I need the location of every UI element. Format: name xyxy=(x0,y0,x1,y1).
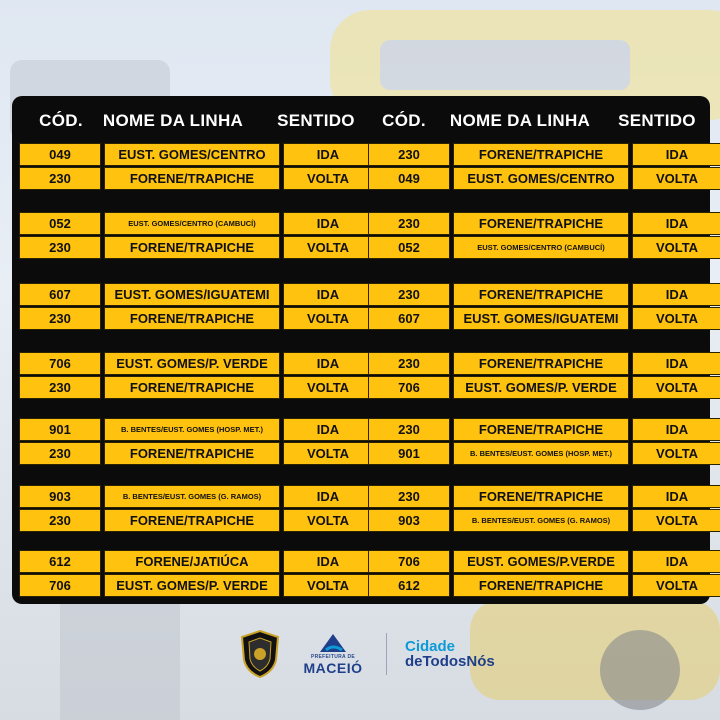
route-code: 230 xyxy=(19,442,101,465)
route-name: EUST. GOMES/CENTRO (CAMBUCÍ) xyxy=(453,236,629,259)
route-name: FORENE/TRAPICHE xyxy=(104,236,280,259)
route-name: EUST. GOMES/CENTRO xyxy=(104,143,280,166)
route-direction: IDA xyxy=(283,143,373,166)
route-row xyxy=(19,167,373,190)
header-code-left: CÓD. xyxy=(39,111,83,130)
route-direction: IDA xyxy=(283,283,373,306)
route-name: B. BENTES/EUST. GOMES (HOSP. MET.) xyxy=(453,442,629,465)
route-row xyxy=(19,283,373,306)
route-row xyxy=(19,236,373,259)
route-row xyxy=(368,167,720,190)
prefeitura-maceio-logo xyxy=(298,632,368,676)
route-direction: IDA xyxy=(632,418,720,441)
route-row xyxy=(19,509,373,532)
route-row xyxy=(368,307,720,330)
route-code: 903 xyxy=(19,485,101,508)
footer-divider xyxy=(386,633,387,675)
route-row xyxy=(368,550,720,573)
route-direction: IDA xyxy=(283,212,373,235)
route-direction: VOLTA xyxy=(283,442,373,465)
route-direction: IDA xyxy=(632,485,720,508)
route-direction: IDA xyxy=(632,283,720,306)
route-row xyxy=(19,376,373,399)
header-name-left: NOME DA LINHA xyxy=(102,111,244,130)
route-direction: VOLTA xyxy=(632,167,720,190)
route-row xyxy=(19,550,373,573)
route-direction: VOLTA xyxy=(283,167,373,190)
route-code: 612 xyxy=(368,574,450,597)
route-row xyxy=(368,376,720,399)
header-direction-right: SENTIDO xyxy=(618,111,696,130)
route-row xyxy=(19,143,373,166)
route-direction: IDA xyxy=(283,418,373,441)
route-code: 230 xyxy=(19,376,101,399)
route-code: 612 xyxy=(19,550,101,573)
route-name: FORENE/TRAPICHE xyxy=(453,212,629,235)
route-name: EUST. GOMES/CENTRO xyxy=(453,167,629,190)
route-code: 901 xyxy=(368,442,450,465)
route-direction: IDA xyxy=(632,352,720,375)
route-code: 230 xyxy=(368,283,450,306)
route-code: 706 xyxy=(19,574,101,597)
route-name: FORENE/TRAPICHE xyxy=(453,574,629,597)
route-direction: VOLTA xyxy=(632,307,720,330)
header-code-right: CÓD. xyxy=(382,111,426,130)
prefeitura-small-text: PREFEITURA DE xyxy=(311,654,355,660)
route-direction: IDA xyxy=(283,550,373,573)
route-direction: VOLTA xyxy=(632,442,720,465)
route-row xyxy=(19,574,373,597)
route-direction: VOLTA xyxy=(632,509,720,532)
route-direction: IDA xyxy=(632,212,720,235)
route-direction: VOLTA xyxy=(632,574,720,597)
prefeitura-big-text: MACEIÓ xyxy=(303,660,363,676)
route-name: B. BENTES/EUST. GOMES (G. RAMOS) xyxy=(104,485,280,508)
route-name: FORENE/TRAPICHE xyxy=(104,442,280,465)
route-name: FORENE/TRAPICHE xyxy=(453,418,629,441)
route-code: 230 xyxy=(368,143,450,166)
route-code: 230 xyxy=(19,307,101,330)
route-direction: IDA xyxy=(632,550,720,573)
route-name: B. BENTES/EUST. GOMES (G. RAMOS) xyxy=(453,509,629,532)
route-direction: VOLTA xyxy=(632,376,720,399)
route-code: 607 xyxy=(19,283,101,306)
route-name: FORENE/TRAPICHE xyxy=(104,307,280,330)
cidade-line-1: Cidade xyxy=(405,638,456,655)
route-name: EUST. GOMES/P. VERDE xyxy=(104,574,280,597)
route-code: 052 xyxy=(19,212,101,235)
route-name: FORENE/TRAPICHE xyxy=(104,376,280,399)
route-name: EUST. GOMES/CENTRO (CAMBUCÍ) xyxy=(104,212,280,235)
route-row xyxy=(368,418,720,441)
route-code: 049 xyxy=(368,167,450,190)
route-row xyxy=(368,485,720,508)
route-name: EUST. GOMES/IGUATEMI xyxy=(104,283,280,306)
route-name: FORENE/TRAPICHE xyxy=(104,509,280,532)
route-name: FORENE/TRAPICHE xyxy=(453,143,629,166)
route-code: 706 xyxy=(368,376,450,399)
route-row xyxy=(368,212,720,235)
route-row xyxy=(19,418,373,441)
route-code: 607 xyxy=(368,307,450,330)
route-code: 230 xyxy=(368,352,450,375)
route-direction: VOLTA xyxy=(283,236,373,259)
route-code: 706 xyxy=(19,352,101,375)
route-row xyxy=(19,442,373,465)
route-name: EUST. GOMES/IGUATEMI xyxy=(453,307,629,330)
footer-logos xyxy=(240,624,500,684)
header-direction-left: SENTIDO xyxy=(277,111,355,130)
route-direction: IDA xyxy=(283,485,373,508)
route-code: 230 xyxy=(368,212,450,235)
route-name: FORENE/JATIÚCA xyxy=(104,550,280,573)
route-name: EUST. GOMES/P.VERDE xyxy=(453,550,629,573)
route-row xyxy=(368,442,720,465)
route-row xyxy=(368,509,720,532)
route-code: 049 xyxy=(19,143,101,166)
route-direction: VOLTA xyxy=(283,509,373,532)
route-code: 901 xyxy=(19,418,101,441)
route-row xyxy=(368,574,720,597)
route-code: 230 xyxy=(368,418,450,441)
route-row xyxy=(19,212,373,235)
route-row xyxy=(368,352,720,375)
route-name: EUST. GOMES/P. VERDE xyxy=(453,376,629,399)
route-code: 706 xyxy=(368,550,450,573)
cidade-de-todos-nos-logo xyxy=(405,639,495,669)
route-direction: IDA xyxy=(632,143,720,166)
header-name-right: NOME DA LINHA xyxy=(449,111,591,130)
route-code: 230 xyxy=(19,167,101,190)
route-row xyxy=(368,236,720,259)
route-code: 052 xyxy=(368,236,450,259)
route-name: EUST. GOMES/P. VERDE xyxy=(104,352,280,375)
route-direction: VOLTA xyxy=(283,307,373,330)
transit-badge-icon xyxy=(240,630,280,678)
route-direction: IDA xyxy=(283,352,373,375)
route-direction: VOLTA xyxy=(283,376,373,399)
route-code: 903 xyxy=(368,509,450,532)
route-name: FORENE/TRAPICHE xyxy=(453,283,629,306)
route-code: 230 xyxy=(368,485,450,508)
route-row xyxy=(19,352,373,375)
route-name: FORENE/TRAPICHE xyxy=(104,167,280,190)
route-row xyxy=(368,143,720,166)
route-direction: VOLTA xyxy=(632,236,720,259)
route-code: 230 xyxy=(19,509,101,532)
route-direction: VOLTA xyxy=(283,574,373,597)
route-row xyxy=(19,485,373,508)
route-name: FORENE/TRAPICHE xyxy=(453,352,629,375)
route-name: FORENE/TRAPICHE xyxy=(453,485,629,508)
prefeitura-mark-icon xyxy=(316,632,350,654)
route-name: B. BENTES/EUST. GOMES (HOSP. MET.) xyxy=(104,418,280,441)
cidade-line-2: deTodosNós xyxy=(405,653,495,670)
route-code: 230 xyxy=(19,236,101,259)
route-row xyxy=(368,283,720,306)
route-row xyxy=(19,307,373,330)
